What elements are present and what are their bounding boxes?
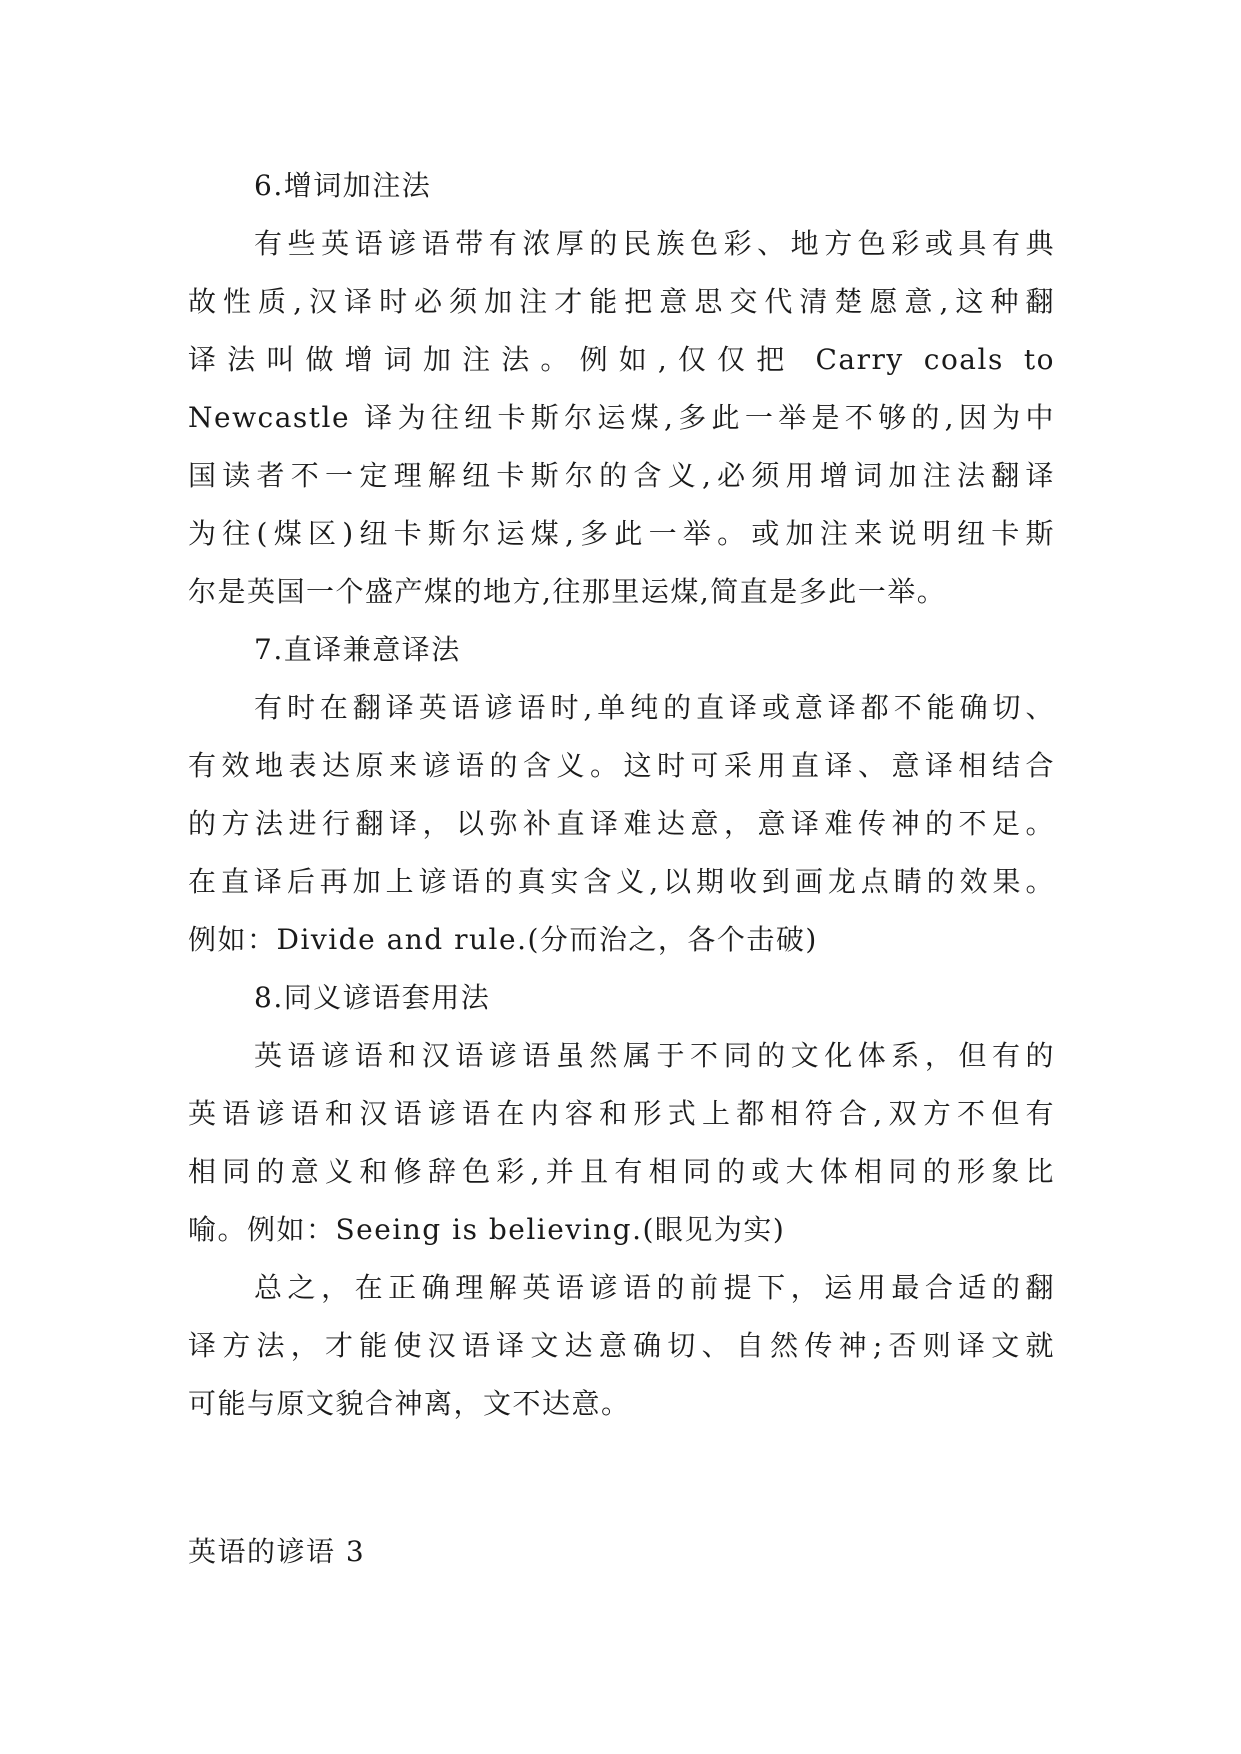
paragraph-line: Newcastle 译为往纽卡斯尔运煤,多此一举是不够的,因为中 [188, 401, 1055, 434]
paragraph-line: 国读者不一定理解纽卡斯尔的含义,必须用增词加注法翻译 [188, 459, 1055, 492]
section-heading: 8.同义谚语套用法 [254, 981, 491, 1014]
paragraph-line: 尔是英国一个盛产煤的地方,往那里运煤,简直是多此一举。 [188, 575, 947, 608]
paragraph-line: 英语谚语和汉语谚语在内容和形式上都相符合,双方不但有 [188, 1097, 1055, 1130]
paragraph-line: 有时在翻译英语谚语时,单纯的直译或意译都不能确切、 [254, 691, 1055, 724]
spacer [188, 1433, 1055, 1491]
spacer [188, 1491, 1055, 1523]
paragraph-line: 可能与原文貌合神离，文不达意。 [188, 1387, 631, 1420]
paragraph-line: 英语谚语和汉语谚语虽然属于不同的文化体系，但有的 [254, 1039, 1055, 1072]
paragraph-line: 相同的意义和修辞色彩,并且有相同的或大体相同的形象比 [188, 1155, 1055, 1188]
section-heading: 7.直译兼意译法 [254, 633, 461, 666]
paragraph-line: 的方法进行翻译，以弥补直译难达意，意译难传神的不足。 [188, 807, 1055, 840]
paragraph-line: 有效地表达原来谚语的含义。这时可采用直译、意译相结合 [188, 749, 1055, 782]
paragraph-line: 有些英语谚语带有浓厚的民族色彩、地方色彩或具有典 [254, 227, 1055, 260]
document-body [188, 157, 1055, 1581]
paragraph-line: 译方法，才能使汉语译文达意确切、自然传神;否则译文就 [188, 1329, 1055, 1362]
paragraph-line: 译法叫做增词加注法。例如,仅仅把 Carry coals to [188, 343, 1055, 376]
section-heading: 6.增词加注法 [254, 169, 432, 202]
paragraph-line: 喻。例如：Seeing is believing.(眼见为实) [188, 1213, 786, 1246]
paragraph-line: 为往(煤区)纽卡斯尔运煤,多此一举。或加注来说明纽卡斯 [188, 517, 1055, 550]
paragraph-line: 总之，在正确理解英语谚语的前提下，运用最合适的翻 [254, 1271, 1055, 1304]
paragraph-line: 例如：Divide and rule.(分而治之，各个击破) [188, 923, 818, 956]
next-document-title: 英语的谚语 3 [188, 1535, 366, 1568]
paragraph-line: 故性质,汉译时必须加注才能把意思交代清楚愿意,这种翻 [188, 285, 1055, 318]
paragraph-line: 在直译后再加上谚语的真实含义,以期收到画龙点睛的效果。 [188, 865, 1055, 898]
